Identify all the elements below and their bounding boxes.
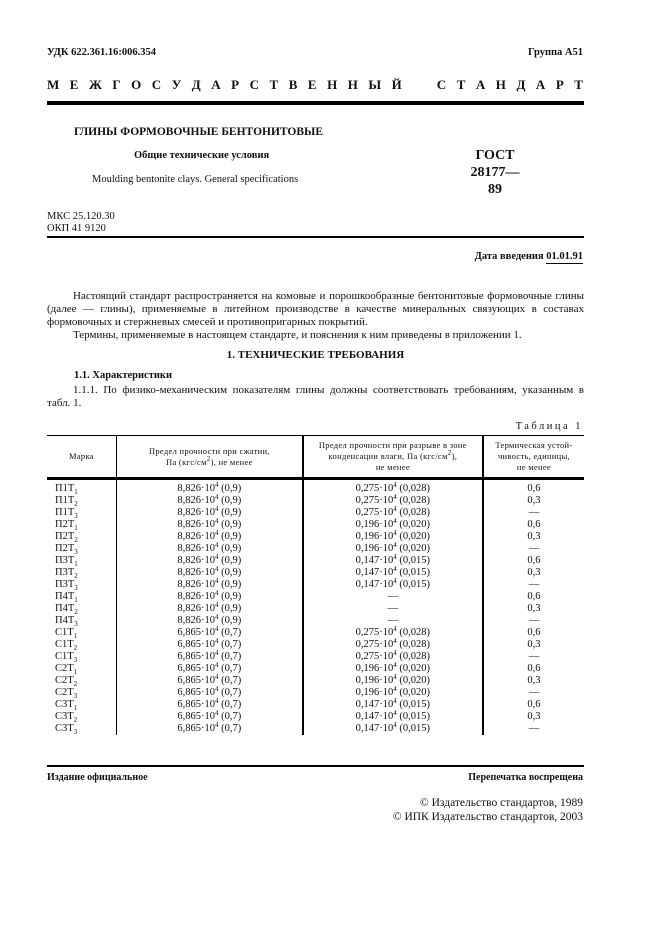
gost-label: ГОСТ bbox=[475, 148, 515, 163]
heading-letter: Т bbox=[574, 77, 583, 92]
document-title: ГЛИНЫ ФОРМОВОЧНЫЕ БЕНТОНИТОВЫЕ bbox=[74, 126, 323, 138]
tension-cell: $0,147\cdot 10^4$ (0,015) bbox=[303, 711, 483, 723]
tension-cell: $0,196\cdot 10^4$ (0,020) bbox=[303, 663, 483, 675]
table-row bbox=[47, 591, 584, 603]
thermal-cell: 0,3 bbox=[527, 639, 541, 650]
table-row bbox=[47, 479, 584, 496]
tension-cell: $0,147\cdot 10^4$ (0,015) bbox=[303, 579, 483, 591]
header-tensile-strength: Предел прочности при разрыве в зоне конденсации влаги, Па $(кгс/см^2)$, не менее bbox=[303, 436, 483, 479]
grade-cell: $П4Т_2$ bbox=[47, 603, 116, 615]
compression-cell: $8,826\cdot 10^4$ (0,9) bbox=[116, 567, 303, 579]
group-code: Группа А51 bbox=[527, 47, 583, 58]
heading-letter: У bbox=[171, 77, 182, 92]
compression-cell: $8,826\cdot 10^4$ (0,9) bbox=[116, 495, 303, 507]
heading-letter bbox=[412, 77, 426, 93]
udk-code: УДК 622.361.16:006.354 bbox=[47, 47, 156, 58]
grade-cell: $С1Т_1$ bbox=[47, 627, 116, 639]
section-title: 1. ТЕХНИЧЕСКИЕ ТРЕБОВАНИЯ bbox=[226, 349, 405, 361]
grade-cell: $П3Т_2$ bbox=[47, 567, 116, 579]
tension-cell: — bbox=[303, 591, 483, 603]
heading-letter: А bbox=[211, 77, 221, 92]
heading-letter: Р bbox=[231, 77, 240, 92]
table-row bbox=[47, 687, 584, 699]
compression-cell: $6,865\cdot 10^4$ (0,7) bbox=[116, 687, 303, 699]
thermal-cell: — bbox=[528, 615, 540, 626]
compression-cell: $8,826\cdot 10^4$ (0,9) bbox=[116, 591, 303, 603]
terms-paragraph: Термины, применяемые в настоящем стандарте, и пояснения к ним приведены в приложении 1. bbox=[73, 329, 522, 341]
compression-cell: $8,826\cdot 10^4$ (0,9) bbox=[116, 507, 303, 519]
requirements-text: 1.1.1. По физико-механическим показателям глины должны соответствовать требованиям, указанным в табл. 1. bbox=[47, 384, 584, 409]
tension-cell: $0,147\cdot 10^4$ (0,015) bbox=[303, 723, 483, 735]
scope-paragraph: Настоящий стандарт распространяется на комовые и порошкообразные бентонитовые формовочные глины (далее — глины), применяемые в литейном производстве в качестве минеральных связующих в составах формовочных и стержневых смесей и противопригарных покрытий. bbox=[47, 290, 584, 328]
table-row bbox=[47, 555, 584, 567]
okp-code: ОКП 41 9120 bbox=[47, 223, 106, 234]
compression-cell: $8,826\cdot 10^4$ (0,9) bbox=[116, 579, 303, 591]
thermal-cell: — bbox=[528, 723, 540, 734]
grade-cell: $П1Т_1$ bbox=[47, 479, 116, 496]
heading-letter: В bbox=[288, 77, 298, 92]
intro-date-value: 01.01.91 bbox=[546, 251, 583, 262]
table-row bbox=[47, 675, 584, 687]
compression-cell: $6,865\cdot 10^4$ (0,7) bbox=[116, 723, 303, 735]
copyright-2003: © ИПК Издательство стандартов, 2003 bbox=[392, 811, 583, 823]
thermal-cell: — bbox=[528, 687, 540, 698]
document-subtitle: Общие технические условия bbox=[134, 150, 270, 161]
heading-letter: Е bbox=[69, 77, 79, 92]
compression-cell: $8,826\cdot 10^4$ (0,9) bbox=[116, 555, 303, 567]
heading-letter: Н bbox=[347, 77, 358, 92]
thermal-cell: 0,6 bbox=[527, 699, 541, 710]
tension-cell: $0,196\cdot 10^4$ (0,020) bbox=[303, 543, 483, 555]
thermal-cell: — bbox=[528, 543, 540, 554]
table-row bbox=[47, 519, 584, 531]
grade-cell: $С3Т_3$ bbox=[47, 723, 116, 735]
tension-cell: $0,196\cdot 10^4$ (0,020) bbox=[303, 519, 483, 531]
tension-cell: — bbox=[303, 603, 483, 615]
thermal-cell: 0,3 bbox=[527, 603, 541, 614]
thermal-cell: 0,6 bbox=[527, 663, 541, 674]
thermal-cell: — bbox=[528, 507, 540, 518]
grade-cell: $П3Т_3$ bbox=[47, 579, 116, 591]
grade-cell: $П1Т_2$ bbox=[47, 495, 116, 507]
intro-paragraphs bbox=[47, 290, 584, 342]
compression-cell: $6,865\cdot 10^4$ (0,7) bbox=[116, 663, 303, 675]
compression-cell: $6,865\cdot 10^4$ (0,7) bbox=[116, 651, 303, 663]
gost-number: 28177—89 bbox=[470, 165, 520, 197]
classification-codes bbox=[47, 211, 115, 235]
compression-cell: $8,826\cdot 10^4$ (0,9) bbox=[116, 603, 303, 615]
tension-cell: $0,275\cdot 10^4$ (0,028) bbox=[303, 507, 483, 519]
classification-rule bbox=[47, 236, 584, 238]
table-row bbox=[47, 531, 584, 543]
tension-cell: $0,147\cdot 10^4$ (0,015) bbox=[303, 699, 483, 711]
heading-letter: Г bbox=[112, 77, 121, 92]
compression-cell: $8,826\cdot 10^4$ (0,9) bbox=[116, 543, 303, 555]
compression-cell: $6,865\cdot 10^4$ (0,7) bbox=[116, 699, 303, 711]
heading-letter: М bbox=[47, 77, 60, 92]
header-thermal-stability: Термическая устой- чивость, единицы, не менее bbox=[483, 436, 584, 479]
heading-letter: Д bbox=[191, 77, 201, 92]
table-caption: Таблица 1 bbox=[515, 421, 583, 432]
grade-cell: $П3Т_1$ bbox=[47, 555, 116, 567]
compression-cell: $6,865\cdot 10^4$ (0,7) bbox=[116, 711, 303, 723]
heading-letter: Д bbox=[516, 77, 526, 92]
heading-letter: Ы bbox=[368, 77, 382, 92]
header-rule bbox=[47, 101, 584, 105]
tension-cell: $0,275\cdot 10^4$ (0,028) bbox=[303, 651, 483, 663]
header-compression-strength: Предел прочности при сжатии, Па $(кгс/см^2)$, не менее bbox=[116, 436, 303, 479]
compression-cell: $8,826\cdot 10^4$ (0,9) bbox=[116, 615, 303, 627]
footer-rule bbox=[47, 765, 584, 767]
english-title: Moulding bentonite clays. General specifications bbox=[92, 174, 299, 185]
table-row bbox=[47, 663, 584, 675]
copyright-1989: © Издательство стандартов, 1989 bbox=[419, 797, 583, 809]
grade-cell: $П4Т_1$ bbox=[47, 591, 116, 603]
grade-cell: $С2Т_1$ bbox=[47, 663, 116, 675]
tension-cell: $0,196\cdot 10^4$ (0,020) bbox=[303, 687, 483, 699]
heading-letter: С bbox=[249, 77, 259, 92]
compression-cell: $6,865\cdot 10^4$ (0,7) bbox=[116, 639, 303, 651]
thermal-cell: 0,6 bbox=[527, 555, 541, 566]
thermal-cell: — bbox=[528, 651, 540, 662]
thermal-cell: 0,3 bbox=[527, 567, 541, 578]
table-row bbox=[47, 723, 584, 735]
official-edition-label: Издание официальное bbox=[47, 772, 148, 783]
table-row bbox=[47, 711, 584, 723]
thermal-cell: 0,6 bbox=[527, 483, 541, 494]
compression-cell: $6,865\cdot 10^4$ (0,7) bbox=[116, 675, 303, 687]
table-row bbox=[47, 651, 584, 663]
heading-letter: Ж bbox=[88, 77, 102, 92]
tension-cell: $0,275\cdot 10^4$ (0,028) bbox=[303, 627, 483, 639]
heading-letter: Е bbox=[307, 77, 317, 92]
table-row bbox=[47, 699, 584, 711]
heading-letter: А bbox=[535, 77, 546, 92]
heading-letter: Н bbox=[327, 77, 338, 92]
requirements-paragraph bbox=[47, 384, 584, 410]
grade-cell: $П2Т_3$ bbox=[47, 543, 116, 555]
intro-date bbox=[475, 251, 583, 262]
tension-cell: $0,147\cdot 10^4$ (0,015) bbox=[303, 555, 483, 567]
grade-cell: $С3Т_2$ bbox=[47, 711, 116, 723]
tension-cell: $0,275\cdot 10^4$ (0,028) bbox=[303, 495, 483, 507]
header-grade: Марка bbox=[47, 436, 116, 479]
mks-code: МКС 25.120.30 bbox=[47, 211, 115, 222]
table-row bbox=[47, 627, 584, 639]
grade-cell: $С2Т_3$ bbox=[47, 687, 116, 699]
subsection-title: 1.1. Характеристики bbox=[74, 370, 173, 381]
grade-cell: $П4Т_3$ bbox=[47, 615, 116, 627]
table-row bbox=[47, 507, 584, 519]
thermal-cell: 0,3 bbox=[527, 495, 541, 506]
grade-cell: $С1Т_2$ bbox=[47, 639, 116, 651]
compression-cell: $8,826\cdot 10^4$ (0,9) bbox=[116, 519, 303, 531]
thermal-cell: — bbox=[528, 579, 540, 590]
gost-designation bbox=[465, 147, 525, 198]
intro-date-label: Дата введения bbox=[474, 251, 544, 262]
copyright-block bbox=[393, 796, 583, 824]
compression-cell: $6,865\cdot 10^4$ (0,7) bbox=[116, 627, 303, 639]
table-row bbox=[47, 579, 584, 591]
thermal-cell: 0,3 bbox=[527, 531, 541, 542]
heading-letter: С bbox=[151, 77, 162, 92]
thermal-cell: 0,6 bbox=[527, 627, 541, 638]
thermal-cell: 0,3 bbox=[527, 711, 541, 722]
compression-cell: $8,826\cdot 10^4$ (0,9) bbox=[116, 479, 303, 496]
thermal-cell: 0,6 bbox=[527, 591, 541, 602]
grade-cell: $П1Т_3$ bbox=[47, 507, 116, 519]
heading-letter: С bbox=[436, 77, 447, 92]
compression-cell: $8,826\cdot 10^4$ (0,9) bbox=[116, 531, 303, 543]
heading-letter: О bbox=[131, 77, 142, 92]
grade-cell: $С3Т_1$ bbox=[47, 699, 116, 711]
table-row bbox=[47, 495, 584, 507]
tension-cell: $0,196\cdot 10^4$ (0,020) bbox=[303, 675, 483, 687]
grade-cell: $С2Т_2$ bbox=[47, 675, 116, 687]
grade-cell: $П2Т_2$ bbox=[47, 531, 116, 543]
thermal-cell: 0,6 bbox=[527, 519, 541, 530]
tension-cell: $0,196\cdot 10^4$ (0,020) bbox=[303, 531, 483, 543]
thermal-cell: 0,3 bbox=[527, 675, 541, 686]
table-row bbox=[47, 639, 584, 651]
reprint-prohibited-label: Перепечатка воспрещена bbox=[468, 772, 583, 783]
grade-cell: $С1Т_3$ bbox=[47, 651, 116, 663]
table-row bbox=[47, 603, 584, 615]
heading-letter: Н bbox=[495, 77, 506, 92]
grade-cell: $П2Т_1$ bbox=[47, 519, 116, 531]
heading-letter: Й bbox=[391, 77, 402, 92]
table-header-row bbox=[47, 436, 584, 479]
tension-cell: $0,275\cdot 10^4$ (0,028) bbox=[303, 479, 483, 496]
tension-cell: — bbox=[303, 615, 483, 627]
heading-letter: Т bbox=[456, 77, 466, 92]
interstate-standard-heading bbox=[47, 77, 583, 93]
tension-cell: $0,275\cdot 10^4$ (0,028) bbox=[303, 639, 483, 651]
table-row bbox=[47, 543, 584, 555]
tension-cell: $0,147\cdot 10^4$ (0,015) bbox=[303, 567, 483, 579]
heading-letter: Р bbox=[555, 77, 564, 92]
table-row bbox=[47, 615, 584, 627]
heading-letter: А bbox=[475, 77, 486, 92]
table-row bbox=[47, 567, 584, 579]
heading-letter: Т bbox=[269, 77, 279, 92]
specifications-table bbox=[47, 435, 584, 735]
